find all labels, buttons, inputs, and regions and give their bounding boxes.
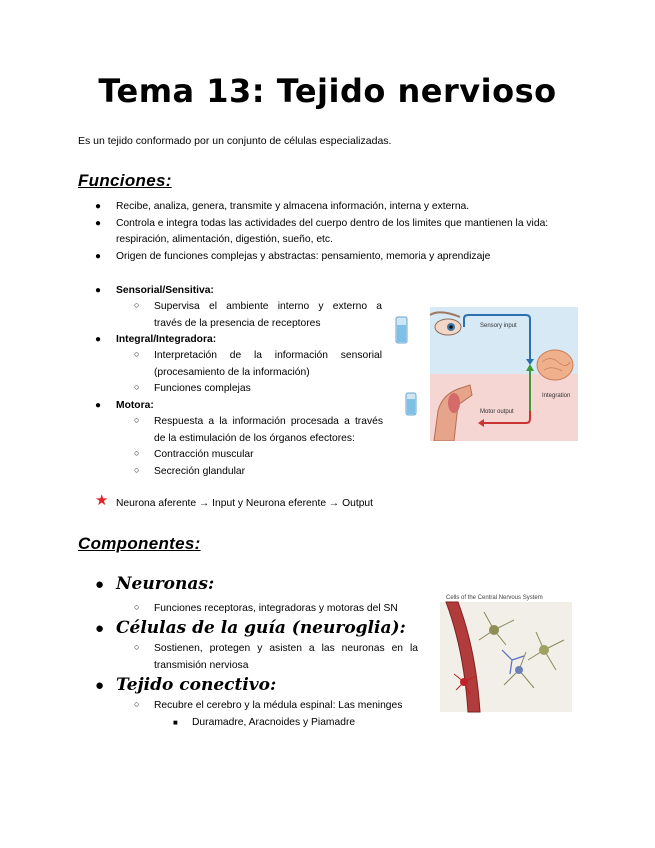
motor-output-label: Motor output <box>480 409 514 415</box>
bullet-icon: ● <box>95 576 105 593</box>
sub-list-item-continuation: través de la presencia de receptores <box>154 318 321 329</box>
circle-bullet-icon: ○ <box>134 349 140 359</box>
square-bullet-icon: ■ <box>173 718 178 727</box>
bullet-icon: ● <box>95 218 102 229</box>
star-icon: ★ <box>95 492 109 509</box>
circle-bullet-icon: ○ <box>134 382 140 392</box>
bullet-icon: ● <box>95 677 105 694</box>
integration-label: Integration <box>542 393 571 399</box>
bullet-icon: ● <box>95 400 102 411</box>
glia-heading: Células de la guía (neuroglia): <box>116 618 406 638</box>
neuronas-heading: Neuronas: <box>116 574 215 594</box>
bullet-icon: ● <box>95 334 102 345</box>
funciones-heading: Funciones: <box>78 171 172 190</box>
circle-bullet-icon: ○ <box>134 602 140 612</box>
glass-icon <box>396 317 407 343</box>
conectivo-heading: Tejido conectivo: <box>116 675 277 695</box>
brain-icon <box>537 350 573 380</box>
circle-bullet-icon: ○ <box>134 699 140 709</box>
cns-cells-figure <box>424 590 578 714</box>
circle-bullet-icon: ○ <box>134 448 140 458</box>
bullet-icon: ● <box>95 285 102 296</box>
circle-bullet-icon: ○ <box>134 300 140 310</box>
circle-bullet-icon: ○ <box>134 465 140 475</box>
componentes-heading: Componentes: <box>78 534 201 553</box>
intro-text: Es un tejido conformado por un conjunto de células especializadas. <box>78 135 392 147</box>
bullet-icon: ● <box>95 251 102 262</box>
sensory-input-label: Sensory input <box>480 323 517 329</box>
nervous-system-functions-figure <box>392 307 578 441</box>
page-title: Tema 13: Tejido nervioso <box>98 72 557 110</box>
bullet-icon: ● <box>95 201 102 212</box>
sub-list-item-continuation: de la estimulación de los órganos efectores: <box>154 433 355 444</box>
circle-bullet-icon: ○ <box>134 642 140 652</box>
circle-bullet-icon: ○ <box>134 415 140 425</box>
sub-list-item-continuation: transmisión nerviosa <box>154 660 249 671</box>
bullet-icon: ● <box>95 620 105 637</box>
functions-diagram <box>392 307 578 441</box>
sub-list-item-continuation: (procesamiento de la información) <box>154 367 310 378</box>
cns-cells-diagram <box>424 590 578 714</box>
cns-figure-title: Cells of the Central Nervous System <box>446 595 543 601</box>
